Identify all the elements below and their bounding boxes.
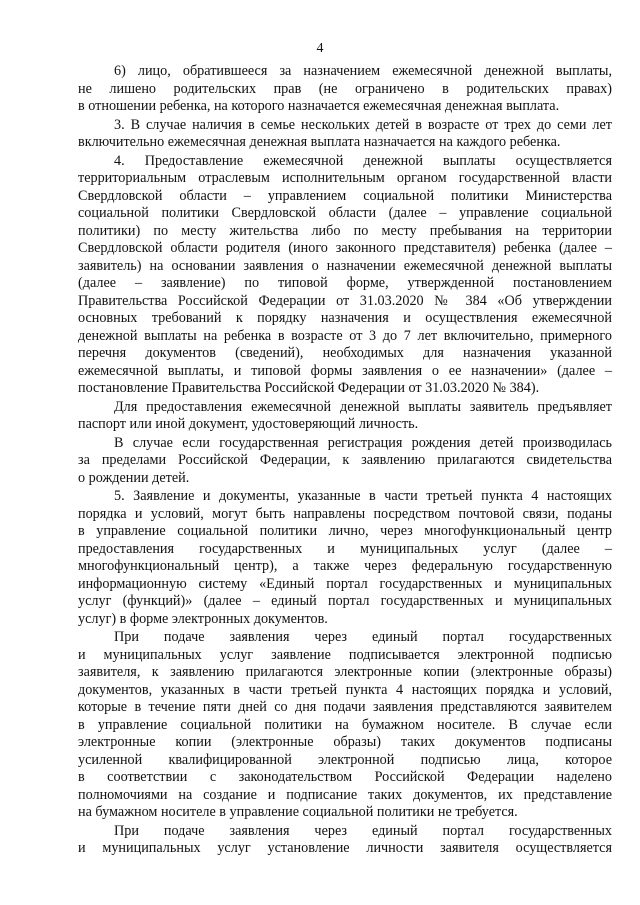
paragraph-line: на бумажном носителе в управление социальной политики не требуется.: [78, 804, 518, 820]
paragraph-line: постановление Правительства Российской Федерации от 31.03.2020 № 384).: [78, 380, 540, 396]
paragraph-line: не лишено родительских прав (не ограничено в родительских правах): [78, 80, 612, 97]
paragraph-line: Свердловской области – управлением социальной политики Министерства: [78, 187, 612, 204]
paragraph-line: политики) по месту жительства либо по месту пребывания на территории: [78, 222, 612, 239]
paragraph-line: в отношении ребенка, на которого назначается ежемесячная денежная выплата.: [78, 98, 560, 114]
paragraph-line: порядка и условий, могут быть направлены посредством почтовой связи, поданы: [78, 505, 612, 522]
paragraph-line: заявителя, к заявлению прилагаются электронные копии (электронные образы): [78, 664, 612, 680]
paragraph-line: ежемесячной выплаты, и типовой формы заявления о ее назначении» (далее –: [78, 362, 612, 379]
paragraph-line: Свердловской области родителя (иного законного представителя) ребенка (далее –: [78, 240, 612, 256]
paragraph-line: усиленной квалифицированной электронной подписью лица, которое: [78, 751, 612, 768]
paragraph: [78, 153, 612, 398]
paragraph-line: основных требований к порядку назначения и осуществления ежемесячной: [78, 310, 612, 326]
paragraph-line: электронные копии (электронные образы) таких документов подписаны: [78, 734, 612, 750]
paragraph-line: перечня документов (сведений), необходимых для назначения указанной: [78, 345, 612, 361]
paragraph-line: (далее – заявление) по типовой форме, утвержденной постановлением: [78, 275, 612, 291]
page-number: 4: [316, 41, 324, 56]
paragraph-line: заявитель) на основании заявления о назначении ежемесячной денежной выплаты: [78, 257, 612, 274]
paragraph-line: паспорт или иной документ, удостоверяющий личность.: [78, 416, 419, 432]
paragraph-line: в соответствии с законодательством Российской Федерации наделено: [78, 769, 612, 785]
paragraph-line: за пределами Российской Федерации, к заявлению прилагаются свидетельства: [78, 452, 612, 468]
paragraph-line: услуг) в форме электронных документов.: [78, 610, 328, 627]
paragraph-line: 5. Заявление и документы, указанные в части третьей пункта 4 настоящих: [114, 488, 612, 504]
paragraph-line: денежной выплаты на ребенка в возрасте от 3 до 7 лет включительно, примерного: [78, 327, 612, 344]
paragraph-line: предоставления государственных и муниципальных услуг (далее –: [78, 540, 612, 557]
paragraph-line: При подаче заявления через единый портал государственных: [114, 822, 612, 839]
paragraph-line: в управление социальной политики на бумажном носителе. В случае если: [78, 716, 612, 733]
paragraph: [78, 435, 612, 488]
paragraph-line: информационную систему «Единый портал государственных и муниципальных: [78, 575, 612, 592]
paragraph-line: социальной политики Свердловской области (далее – управление социальной: [78, 205, 612, 221]
paragraph-line: При подаче заявления через единый портал государственных: [114, 629, 612, 645]
paragraph-line: 3. В случае наличия в семье нескольких детей в возрасте от трех до семи лет: [114, 116, 612, 133]
paragraph-line: и муниципальных услуг заявление подписывается электронной подписью: [78, 646, 612, 663]
paragraph: [78, 823, 612, 858]
paragraph-line: включительно ежемесячная денежная выплата назначается на каждого ребенка.: [78, 134, 561, 150]
paragraph-line: полномочиями на создание и подписание таких документов, их представление: [78, 786, 612, 803]
paragraph-line: многофункциональный центр), а также через федеральную государственную: [78, 558, 612, 574]
paragraph-line: документов, указанных в части третьей пункта 4 настоящих порядка и условий,: [78, 681, 612, 698]
paragraph-line: Правительства Российской Федерации от 31.03.2020 № 384 «Об утверждении: [78, 292, 612, 309]
paragraph: [78, 629, 612, 822]
paragraph: [78, 399, 612, 434]
document-body: [78, 63, 612, 859]
paragraph: [78, 488, 612, 628]
paragraph-line: услуг (функций)» (далее – единый портал государственных и муниципальных: [78, 593, 612, 609]
paragraph-line: о рождении детей.: [78, 469, 190, 486]
paragraph-line: В случае если государственная регистрация рождения детей производилась: [114, 434, 612, 451]
paragraph: [78, 117, 612, 152]
paragraph: [78, 63, 612, 116]
paragraph-line: в управление социальной политики лично, через многофункциональный центр: [78, 523, 612, 539]
paragraph-line: 4. Предоставление ежемесячной денежной выплаты осуществляется: [114, 152, 612, 169]
paragraph-line: 6) лицо, обратившееся за назначением ежемесячной денежной выплаты,: [114, 63, 612, 79]
paragraph-line: Для предоставления ежемесячной денежной выплаты заявитель предъявляет: [114, 398, 612, 415]
paragraph-line: территориальным отраслевым исполнительным органом государственной власти: [78, 170, 612, 186]
paragraph-line: и муниципальных услуг установление личности заявителя осуществляется: [78, 840, 612, 856]
paragraph-line: которые в течение пяти дней со дня подачи заявления представляются заявителем: [78, 699, 612, 715]
